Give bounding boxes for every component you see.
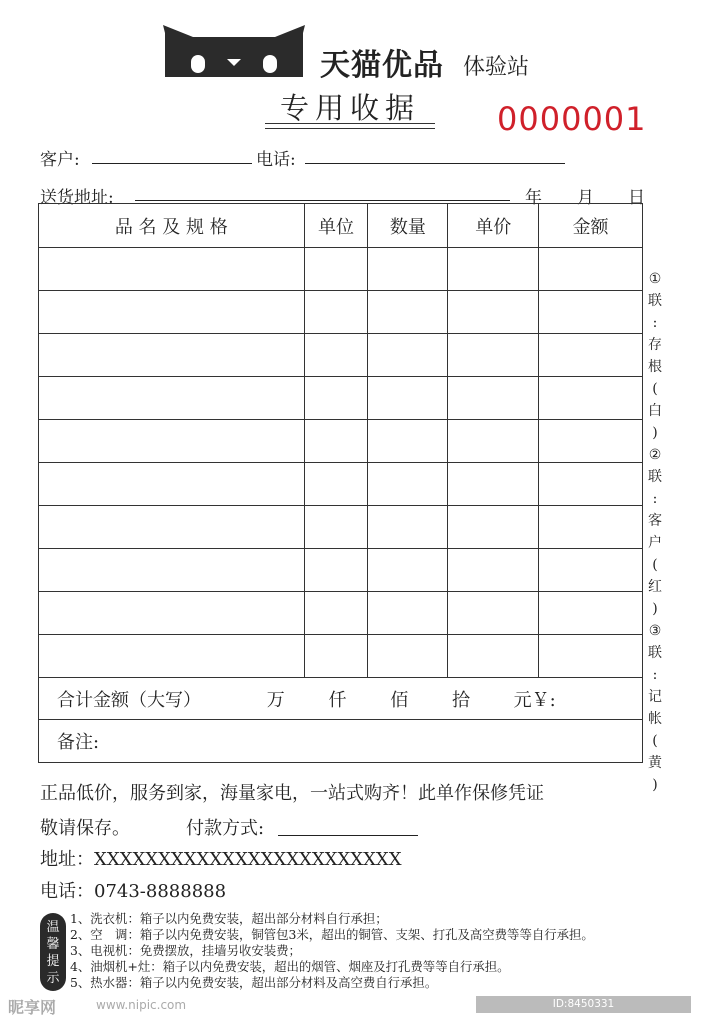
table-row <box>39 291 643 334</box>
tips-badge-char: 温 <box>46 920 60 935</box>
table-cell[interactable] <box>304 592 368 635</box>
copy-note-char: 联 <box>648 293 662 309</box>
table-row <box>39 635 643 678</box>
table-cell[interactable] <box>448 506 539 549</box>
address-label: 送货地址: <box>40 188 114 208</box>
copy-note-char: 联 <box>648 469 662 485</box>
month-label: 月 <box>577 188 594 208</box>
table-header-row <box>39 204 643 248</box>
table-cell[interactable] <box>368 635 448 678</box>
table-cell[interactable] <box>539 463 643 506</box>
table-cell[interactable] <box>39 377 305 420</box>
table-row <box>39 377 643 420</box>
table-cell[interactable] <box>448 635 539 678</box>
receipt-title: 专用收据 <box>279 91 420 125</box>
brand-subtitle: 体验站 <box>463 55 530 80</box>
table-cell[interactable] <box>448 549 539 592</box>
copy-note-char: ( <box>652 733 658 749</box>
tips-badge-char: 提 <box>46 954 60 969</box>
copy-note-char: ③ <box>648 623 662 639</box>
copy-note-char: ( <box>652 557 658 573</box>
column-header-item: 品 名 及 规 格 <box>39 204 305 248</box>
slogan-line-2: 敬请保存。 <box>40 818 130 839</box>
table-cell[interactable] <box>304 463 368 506</box>
slogan-line-1: 正品低价，服务到家，海量家电，一站式购齐！此单作保修凭证 <box>40 783 544 804</box>
tmall-cat-logo-icon <box>163 25 305 77</box>
table-cell[interactable] <box>39 463 305 506</box>
copy-note-char: 存 <box>648 337 662 353</box>
total-unit-wan: 万 <box>266 689 285 711</box>
remark-label: 备注: <box>57 732 100 753</box>
table-cell[interactable] <box>448 463 539 506</box>
table-cell[interactable] <box>304 549 368 592</box>
brand-name: 天猫优品 <box>320 48 444 83</box>
copy-note-char: ) <box>652 777 658 793</box>
column-header-amount: 金额 <box>539 204 643 248</box>
copy-note-char: ② <box>648 447 662 463</box>
copy-note-char: 黄 <box>648 755 662 771</box>
copy-note-char: 帐 <box>648 711 662 727</box>
tips-badge-char: 示 <box>46 971 60 986</box>
title-underline <box>265 128 435 129</box>
table-cell[interactable] <box>539 377 643 420</box>
remark-row <box>39 720 643 763</box>
table-cell[interactable] <box>304 377 368 420</box>
table-cell[interactable] <box>448 377 539 420</box>
table-cell[interactable] <box>39 420 305 463</box>
watermark-url: www.nipic.com <box>96 998 187 1012</box>
table-cell[interactable] <box>39 291 305 334</box>
table-cell[interactable] <box>368 248 448 291</box>
day-label: 日 <box>628 188 645 208</box>
tip-item: 5、热水器：箱子以内免费安装，超出部分材料及高空费自行承担。 <box>70 975 438 990</box>
column-header-price: 单价 <box>448 204 539 248</box>
total-row <box>39 678 643 720</box>
table-row <box>39 549 643 592</box>
table-cell[interactable] <box>39 506 305 549</box>
table-cell[interactable] <box>539 248 643 291</box>
address-field[interactable] <box>135 200 510 201</box>
total-cell[interactable] <box>39 678 643 720</box>
copy-note-char: 记 <box>648 689 662 705</box>
table-cell[interactable] <box>539 291 643 334</box>
copy-note-char: : <box>652 667 658 683</box>
table-cell[interactable] <box>304 334 368 377</box>
table-cell[interactable] <box>304 291 368 334</box>
phone-field[interactable] <box>305 163 565 164</box>
table-cell[interactable] <box>448 248 539 291</box>
table-row <box>39 248 643 291</box>
table-cell[interactable] <box>448 291 539 334</box>
copy-note-char: 户 <box>648 535 662 551</box>
table-cell[interactable] <box>368 463 448 506</box>
table-cell[interactable] <box>304 635 368 678</box>
copy-note-char: ① <box>648 271 662 287</box>
total-label: 合计金额（大写） <box>57 689 201 711</box>
table-cell[interactable] <box>368 549 448 592</box>
copy-note-char: 客 <box>648 513 662 529</box>
copy-note-char: ) <box>652 601 658 617</box>
tip-item: 2、空 调：箱子以内免费安装，铜管包3米，超出的铜管、支架、打孔及高空费等等自行承担。 <box>70 927 594 942</box>
table-cell[interactable] <box>368 506 448 549</box>
column-header-quantity: 数量 <box>368 204 448 248</box>
table-cell[interactable] <box>304 506 368 549</box>
table-row <box>39 506 643 549</box>
column-header-unit: 单位 <box>304 204 368 248</box>
serial-number: 0000001 <box>497 100 647 138</box>
tip-item: 1、洗衣机：箱子以内免费安装，超出部分材料自行承担； <box>70 911 388 926</box>
tips-badge-char: 馨 <box>46 937 60 952</box>
items-table <box>38 203 643 763</box>
table-cell[interactable] <box>539 635 643 678</box>
remark-cell[interactable] <box>39 720 643 763</box>
payment-field[interactable] <box>278 835 418 836</box>
table-cell[interactable] <box>539 420 643 463</box>
table-cell[interactable] <box>39 635 305 678</box>
total-unit-yuan: 元￥: <box>513 689 556 711</box>
table-cell[interactable] <box>368 334 448 377</box>
copy-note-vertical <box>648 268 662 796</box>
copy-note-char: : <box>652 315 658 331</box>
watermark-site: 昵享网 <box>8 998 57 1017</box>
copy-note-char: 联 <box>648 645 662 661</box>
tip-item: 3、电视机：免费摆放，挂墙另收安装费； <box>70 943 301 958</box>
tips-list <box>70 911 594 991</box>
copy-note-char: ) <box>652 425 658 441</box>
table-cell[interactable] <box>39 592 305 635</box>
total-unit-qian: 仟 <box>328 689 347 711</box>
table-cell[interactable] <box>368 291 448 334</box>
copy-note-char: 根 <box>648 359 662 375</box>
table-row <box>39 463 643 506</box>
table-row <box>39 420 643 463</box>
tips-badge <box>40 913 66 991</box>
phone-line: 电话：0743-8888888 <box>40 881 227 902</box>
table-cell[interactable] <box>39 334 305 377</box>
table-cell[interactable] <box>304 420 368 463</box>
table-cell[interactable] <box>304 248 368 291</box>
table-cell[interactable] <box>448 420 539 463</box>
table-cell[interactable] <box>448 592 539 635</box>
year-label: 年 <box>525 188 542 208</box>
address-line: 地址：XXXXXXXXXXXXXXXXXXXXXXXX <box>40 849 402 870</box>
table-row <box>39 592 643 635</box>
copy-note-char: 红 <box>648 579 662 595</box>
table-cell[interactable] <box>539 592 643 635</box>
total-unit-shi: 拾 <box>451 689 470 711</box>
table-row <box>39 334 643 377</box>
table-cell[interactable] <box>368 420 448 463</box>
table-cell[interactable] <box>368 592 448 635</box>
table-cell[interactable] <box>368 377 448 420</box>
title-underline <box>265 123 435 124</box>
table-cell[interactable] <box>448 334 539 377</box>
table-cell[interactable] <box>539 506 643 549</box>
copy-note-char: ( <box>652 381 658 397</box>
copy-note-char: 白 <box>648 403 662 419</box>
customer-field[interactable] <box>92 163 252 164</box>
payment-label: 付款方式: <box>186 818 265 839</box>
phone-label: 电话: <box>256 150 296 170</box>
tip-item: 4、油烟机+灶：箱子以内免费安装，超出的烟管、烟座及打孔费等等自行承担。 <box>70 959 510 974</box>
table-cell[interactable] <box>539 549 643 592</box>
watermark-id: ID:8450331 NO:20221129142839954107 <box>476 996 691 1013</box>
table-cell[interactable] <box>39 248 305 291</box>
copy-note-char: : <box>652 491 658 507</box>
total-unit-bai: 佰 <box>390 689 409 711</box>
table-cell[interactable] <box>39 549 305 592</box>
customer-label: 客户: <box>40 150 80 170</box>
table-cell[interactable] <box>539 334 643 377</box>
